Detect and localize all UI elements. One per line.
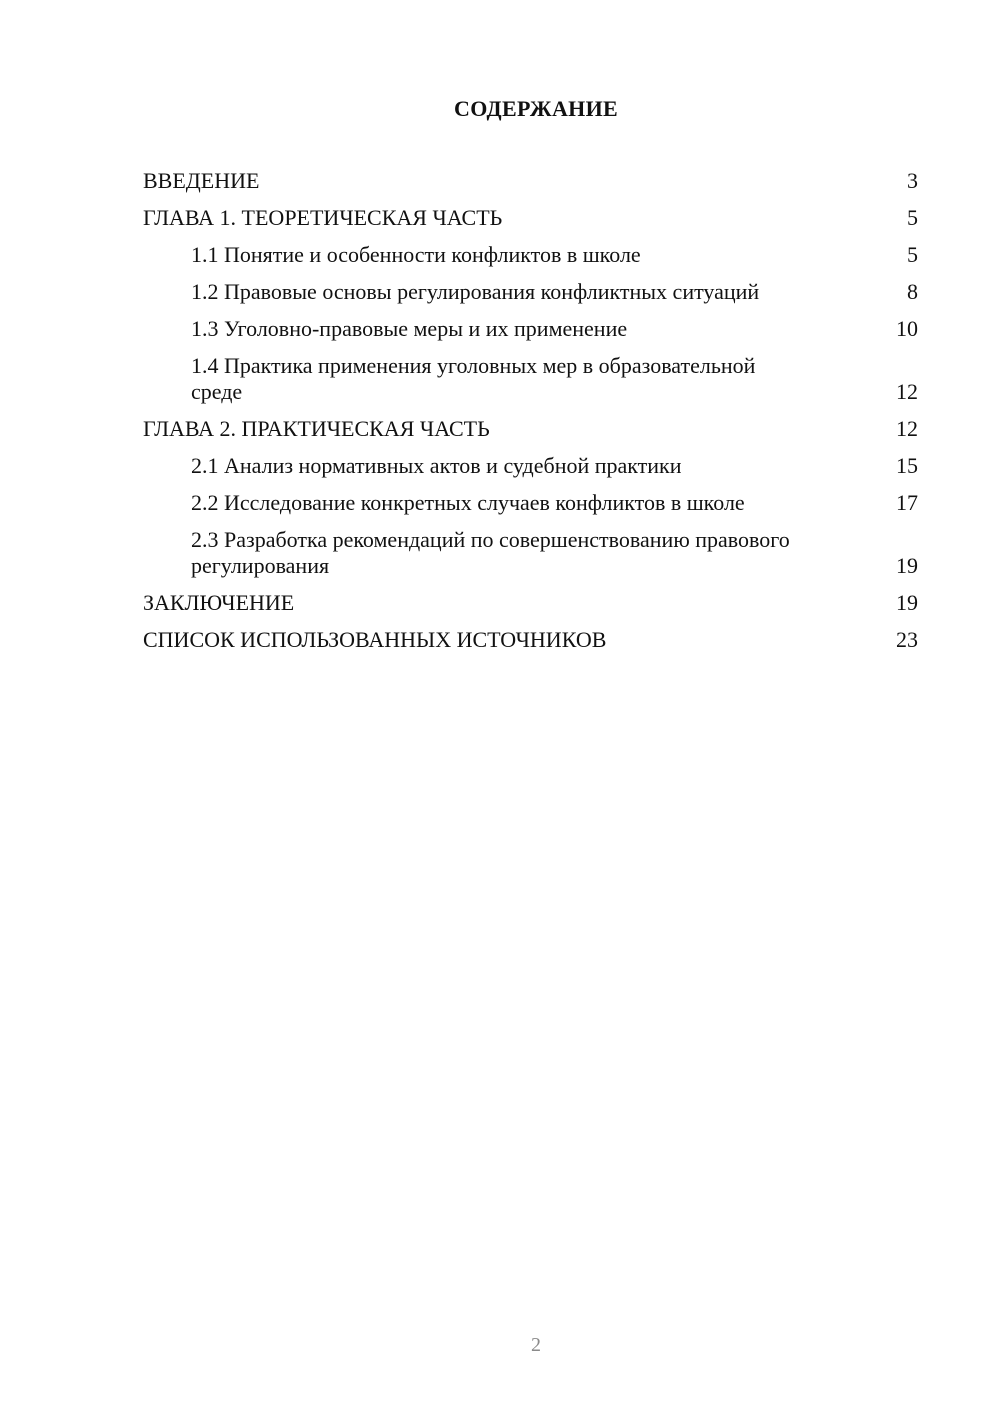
toc-entry-section-1-1 — [143, 242, 918, 268]
toc-entry-page: 5 — [907, 242, 918, 267]
toc-entry-text: 1.2 Правовые основы регулирования конфликтных ситуаций — [191, 279, 760, 304]
toc-entry-introduction — [143, 168, 918, 194]
toc-entry-text: ВВЕДЕНИЕ — [143, 168, 260, 193]
toc-entry-text: 1.1 Понятие и особенности конфликтов в школе — [191, 242, 641, 267]
toc-entry-section-1-3 — [143, 316, 918, 342]
toc-entry-text: 2.2 Исследование конкретных случаев конфликтов в школе — [191, 490, 745, 515]
toc-entry-text: ЗАКЛЮЧЕНИЕ — [143, 590, 295, 615]
toc-entry-text: СПИСОК ИСПОЛЬЗОВАННЫХ ИСТОЧНИКОВ — [143, 627, 607, 652]
toc-entry-text: 1.4 Практика применения уголовных мер в образовательной среде — [191, 353, 756, 404]
toc-entry-section-1-2 — [143, 279, 918, 305]
toc-entry-page: 10 — [896, 316, 918, 341]
toc-entry-text: 2.1 Анализ нормативных актов и судебной практики — [191, 453, 682, 478]
toc-entry-page: 19 — [896, 553, 918, 578]
page-number: 2 — [531, 1334, 541, 1356]
toc-entry-text: ГЛАВА 1. ТЕОРЕТИЧЕСКАЯ ЧАСТЬ — [143, 205, 503, 230]
toc-entry-page: 12 — [896, 379, 918, 404]
toc-entry-section-2-1 — [143, 453, 918, 479]
toc-entry-chapter-1 — [143, 205, 918, 231]
toc-entry-section-1-4 — [143, 353, 918, 405]
table-of-contents — [143, 168, 918, 664]
toc-entry-page: 8 — [907, 279, 918, 304]
toc-entry-page: 17 — [896, 490, 918, 515]
toc-entry-page: 12 — [896, 416, 918, 441]
toc-entry-page: 19 — [896, 590, 918, 615]
page-title: СОДЕРЖАНИЕ — [454, 96, 618, 121]
toc-entry-page: 15 — [896, 453, 918, 478]
toc-entry-page: 3 — [907, 168, 918, 193]
toc-entry-page: 5 — [907, 205, 918, 230]
toc-entry-text: 1.3 Уголовно-правовые меры и их применение — [191, 316, 628, 341]
toc-entry-chapter-2 — [143, 416, 918, 442]
toc-entry-text: ГЛАВА 2. ПРАКТИЧЕСКАЯ ЧАСТЬ — [143, 416, 490, 441]
toc-entry-section-2-3 — [143, 527, 918, 579]
toc-entry-references — [143, 627, 918, 653]
toc-entry-conclusion — [143, 590, 918, 616]
toc-entry-page: 23 — [896, 627, 918, 652]
toc-entry-text: 2.3 Разработка рекомендаций по совершенствованию правового регулирования — [191, 527, 790, 578]
toc-entry-section-2-2 — [143, 490, 918, 516]
